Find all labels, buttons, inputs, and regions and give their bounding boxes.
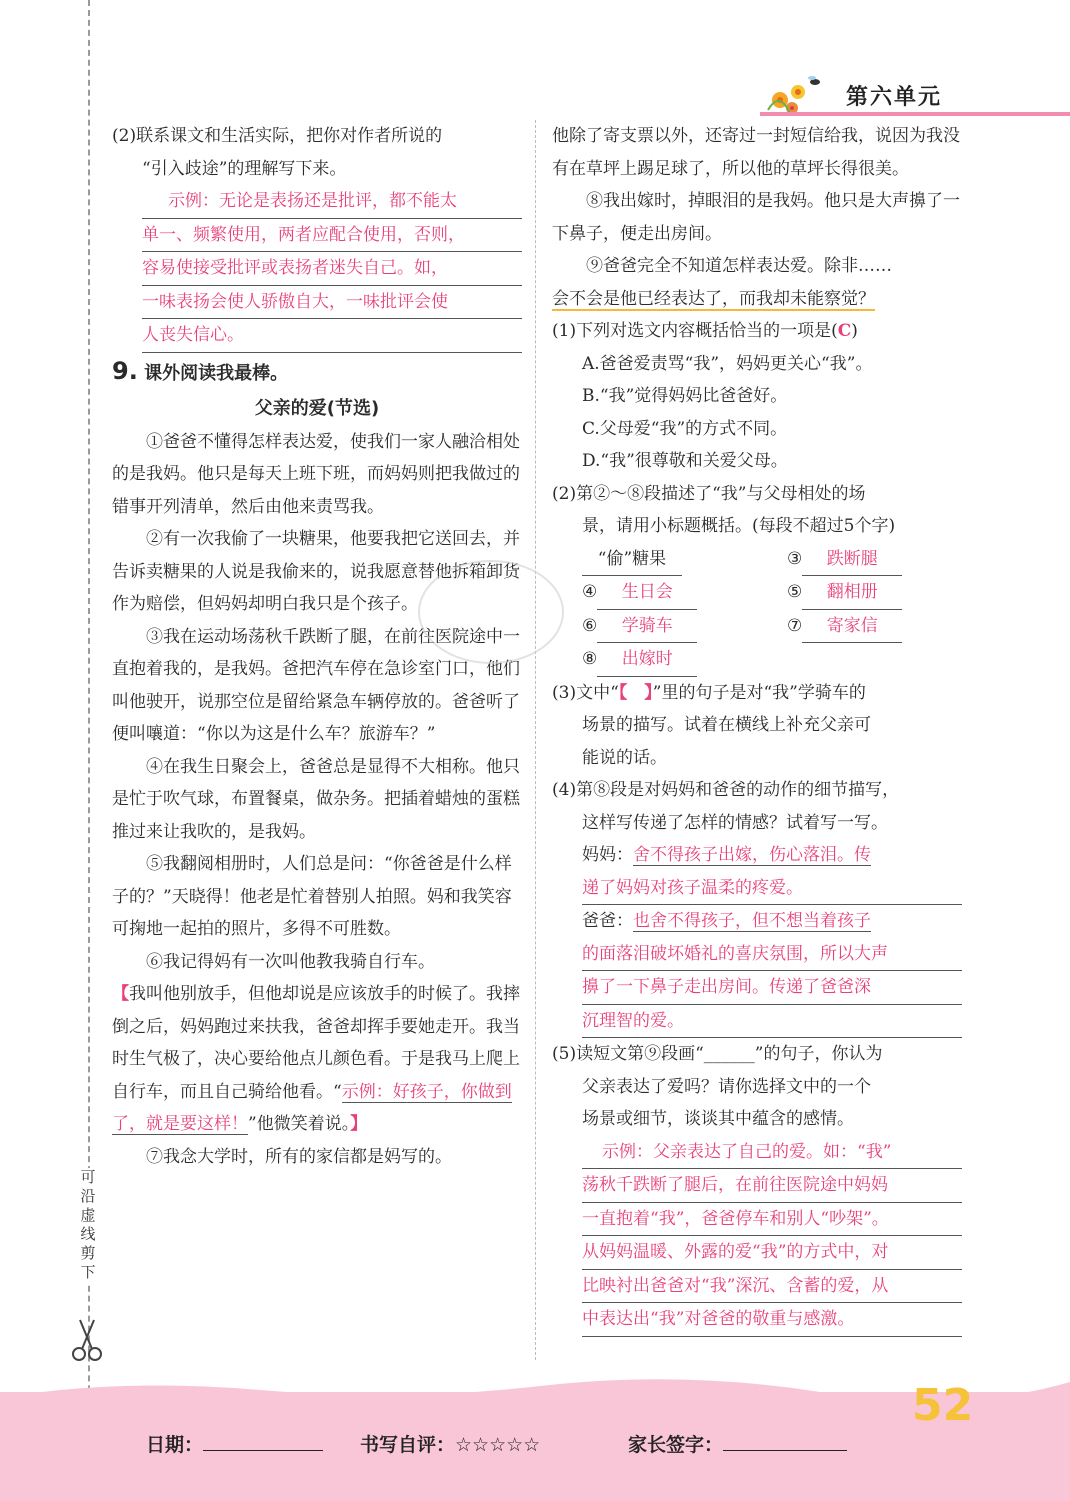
q2-answers <box>552 543 962 677</box>
dad-answer: 沉理智的爱。 <box>582 1005 962 1039</box>
answer-line: 容易使接受批评或表扬者迷失自己。如， <box>142 252 522 286</box>
mom-line <box>582 839 962 872</box>
bracket-open: 【 <box>112 984 129 1004</box>
q5-stem: 场景或细节，谈谈其中蕴含的感情。 <box>582 1109 854 1129</box>
q3-bracket: 【 】 <box>618 682 653 703</box>
q1-option: A.爸爸爱责骂“我”，妈妈更关心“我”。 <box>582 353 873 374</box>
paragraph-5: ⑤我翻阅相册时，人们总是问：“你爸爸是什么样子的？”天晓得！他老是忙着替别人拍照。妈和我笑容可掬地一起拍的照片，多得不可胜数。 <box>112 854 512 939</box>
q2-stem: 景，请用小标题概括。(每段不超过5个字) <box>582 516 896 536</box>
bracketed-end: ”他微笑着说。 <box>248 1114 351 1134</box>
dad-answer: 擤了一下鼻子走出房间。传递了爸爸深 <box>582 971 962 1005</box>
q4-stem: (4)第⑧段是对妈妈和爸爸的动作的细节描写， <box>552 780 900 800</box>
answer-line: 示例：父亲表达了自己的爱。如：“我” <box>582 1136 962 1170</box>
q8-2-line: (2)联系课文和生活实际，把你对作者所说的 <box>112 126 443 146</box>
right-column <box>552 120 962 1337</box>
parent-signature-field <box>628 1430 847 1457</box>
paragraph-7: ⑦我念大学时，所有的家信都是妈写的。 <box>146 1146 452 1167</box>
q4-stem: 这样写传递了怎样的情感？试着写一写。 <box>582 812 888 833</box>
q2-answer: 跌断腿 <box>802 543 902 577</box>
rating-stars[interactable]: ☆☆☆☆☆ <box>455 1434 541 1456</box>
q3-stem: 场景的描写。试着在横线上补充父亲可 <box>582 715 871 735</box>
paragraph-6-bracketed <box>112 978 522 1141</box>
q1-option: B.“我”觉得妈妈比爸爸好。 <box>582 386 788 406</box>
q2-item <box>582 576 787 610</box>
q2-label: ⑤ <box>787 582 803 602</box>
q1-close: ) <box>851 321 858 341</box>
q1-text: (1)下列对选文内容概括恰当的一项是( <box>552 321 838 341</box>
q1-option: D.“我”很尊敬和关爱父母。 <box>582 451 788 471</box>
answer-line: 中表达出“我”对爸爸的敬重与感激。 <box>582 1303 962 1337</box>
scissors-icon <box>70 1318 104 1362</box>
page-number: 52 <box>912 1380 974 1431</box>
flower-decoration-icon <box>760 70 840 116</box>
q2-label: ⑥ <box>582 615 598 636</box>
header-bar <box>760 112 1070 116</box>
q2-answer: “偷”糖果 <box>582 543 682 577</box>
cut-instruction: 可沿虚线剪下 <box>76 1168 100 1282</box>
dad-answer: 也舍不得孩子，但不想当着孩子 <box>633 911 871 931</box>
self-eval-label: 书写自评： <box>360 1434 456 1456</box>
watermark-stamp <box>418 560 564 664</box>
unit-title: 第六单元 <box>846 85 943 110</box>
answer-line: 从妈妈温暖、外露的爱“我”的方式中，对 <box>582 1236 962 1270</box>
paragraph-1: ①爸爸不懂得怎样表达爱，使我们一家人融洽相处的是我妈。他只是每天上班下班，而妈妈则把我做过的错事开列清单，然后由他来责骂我。 <box>112 431 520 517</box>
q3-answer: 示例：好孩子，你做到了，就是要这样！ <box>112 1081 512 1134</box>
date-field <box>146 1430 323 1457</box>
dad-line <box>582 905 962 938</box>
signature-line[interactable] <box>723 1450 847 1451</box>
q4-mom <box>552 839 962 1038</box>
answer-line: 荡秋千跌断了腿后，在前往医院途中妈妈 <box>582 1169 962 1203</box>
paragraph-9-underlined <box>552 283 962 316</box>
q1-option: C.父母爱“我”的方式不同。 <box>582 418 788 439</box>
self-eval-field <box>360 1430 540 1457</box>
article-title: 父亲的爱(节选) <box>254 397 380 419</box>
q3-text: ”里的句子是对“我”学骑车的 <box>652 682 866 703</box>
q2-label: ⑧ <box>582 649 598 669</box>
q3-stem <box>552 677 962 710</box>
q2-item <box>787 543 992 577</box>
q5-stem: 父亲表达了爱吗？请你选择文中的一个 <box>582 1076 871 1097</box>
q2-stem: (2)第②～⑧段描述了“我”与父母相处的场 <box>552 483 866 504</box>
q2-item <box>582 643 787 677</box>
q3-text: (3)文中“ <box>552 682 619 703</box>
question-9-heading <box>112 353 522 392</box>
mom-label: 妈妈： <box>582 845 633 865</box>
paragraph-7-cont: 他除了寄支票以外，还寄过一封短信给我，说因为我没有在草坪上踢足球了，所以他的草坪长得很美。 <box>552 126 960 179</box>
paragraph-2: ②有一次我偷了一块糖果，他要我把它送回去，并告诉卖糖果的人说是我偷来的，说我愿意替他拆箱卸货作为赔偿，但妈妈却明白我只是个孩子。 <box>112 529 520 614</box>
dad-label: 爸爸： <box>582 911 633 931</box>
q2-label: ④ <box>582 582 598 602</box>
answer-line: 比映衬出爸爸对“我”深沉、含蓄的爱，从 <box>582 1270 962 1304</box>
dad-answer: 的面落泪破坏婚礼的喜庆氛围，所以大声 <box>582 938 962 972</box>
bracketed-text: 我叫他别放手，但他却说是应该放手的时候了。我摔倒之后，妈妈跑过来扶我，爸爸却挥手要她走开。我当时生气极了，决心要给他点儿颜色看。于是我马上爬上自行车，而且自己骑给他看。“ <box>112 984 520 1102</box>
question-title: 课外阅读我最棒。 <box>144 362 289 384</box>
answer-line: 示例：无论是表扬还是批评，都不能太 <box>142 185 522 219</box>
q2-item <box>787 576 992 610</box>
q2-answer: 学骑车 <box>597 610 697 644</box>
q2-answer: 翻相册 <box>802 576 902 610</box>
parent-signature-label: 家长签字： <box>628 1434 724 1456</box>
mom-answer: 舍不得孩子出嫁，伤心落泪。传 <box>633 845 871 865</box>
date-line[interactable] <box>203 1450 323 1451</box>
q2-answer: 寄家信 <box>802 610 902 644</box>
mom-answer: 递了妈妈对孩子温柔的疼爱。 <box>582 872 962 906</box>
q8-2-line: “引入歧途”的理解写下来。 <box>142 158 347 179</box>
column-divider <box>535 120 536 1360</box>
answer-line: 一味表扬会使人骄傲自大，一味批评会使 <box>142 286 522 320</box>
q2-label: ⑦ <box>787 615 803 636</box>
q2-item <box>582 610 787 644</box>
paragraph-6: ⑥我记得妈有一次叫他教我骑自行车。 <box>146 951 435 972</box>
q8-2-answer <box>112 185 522 353</box>
answer-line: 单一、频繁使用，两者应配合使用，否则， <box>142 219 522 253</box>
underlined-sentence: 会不会是他已经表达了，而我却未能察觉？ <box>552 288 875 309</box>
q5-stem: (5)读短文第⑨段画“______”的句子，你认为 <box>552 1044 883 1064</box>
q2-answer: 出嫁时 <box>597 643 697 677</box>
question-number: 9. <box>112 356 138 385</box>
q1-stem <box>552 315 962 348</box>
q2-label: ③ <box>787 548 803 569</box>
q2-item <box>582 543 787 577</box>
paragraph-8: ⑧我出嫁时，掉眼泪的是我妈。他只是大声擤了一下鼻子，便走出房间。 <box>552 191 960 244</box>
q1-answer: C <box>837 321 852 341</box>
paragraph-9: ⑨爸爸完全不知道怎样表达爱。除非…… <box>586 256 892 276</box>
paragraph-3: ③我在运动场荡秋千跌断了腿，在前往医院途中一直抱着我的，是我妈。爸把汽车停在急诊室门口，他们叫他驶开，说那空位是留给紧急车辆停放的。爸爸听了便叫嚷道：“你以为这是什么车？旅游车？” <box>112 626 520 744</box>
q3-stem: 能说的话。 <box>582 747 667 768</box>
bracket-close: 】 <box>350 1114 368 1134</box>
q2-answer: 生日会 <box>597 576 697 610</box>
q5-answer <box>552 1136 962 1337</box>
date-label: 日期： <box>146 1434 204 1456</box>
q2-item <box>787 610 992 644</box>
answer-line: 人丧失信心。 <box>142 319 522 353</box>
paragraph-4: ④在我生日聚会上，爸爸总是显得不大相称。他只是忙于吹气球，布置餐桌，做杂务。把插着蜡烛的蛋糕推过来让我吹的，是我妈。 <box>112 756 520 842</box>
answer-line: 一直抱着“我”，爸爸停车和别人“吵架”。 <box>582 1203 962 1237</box>
